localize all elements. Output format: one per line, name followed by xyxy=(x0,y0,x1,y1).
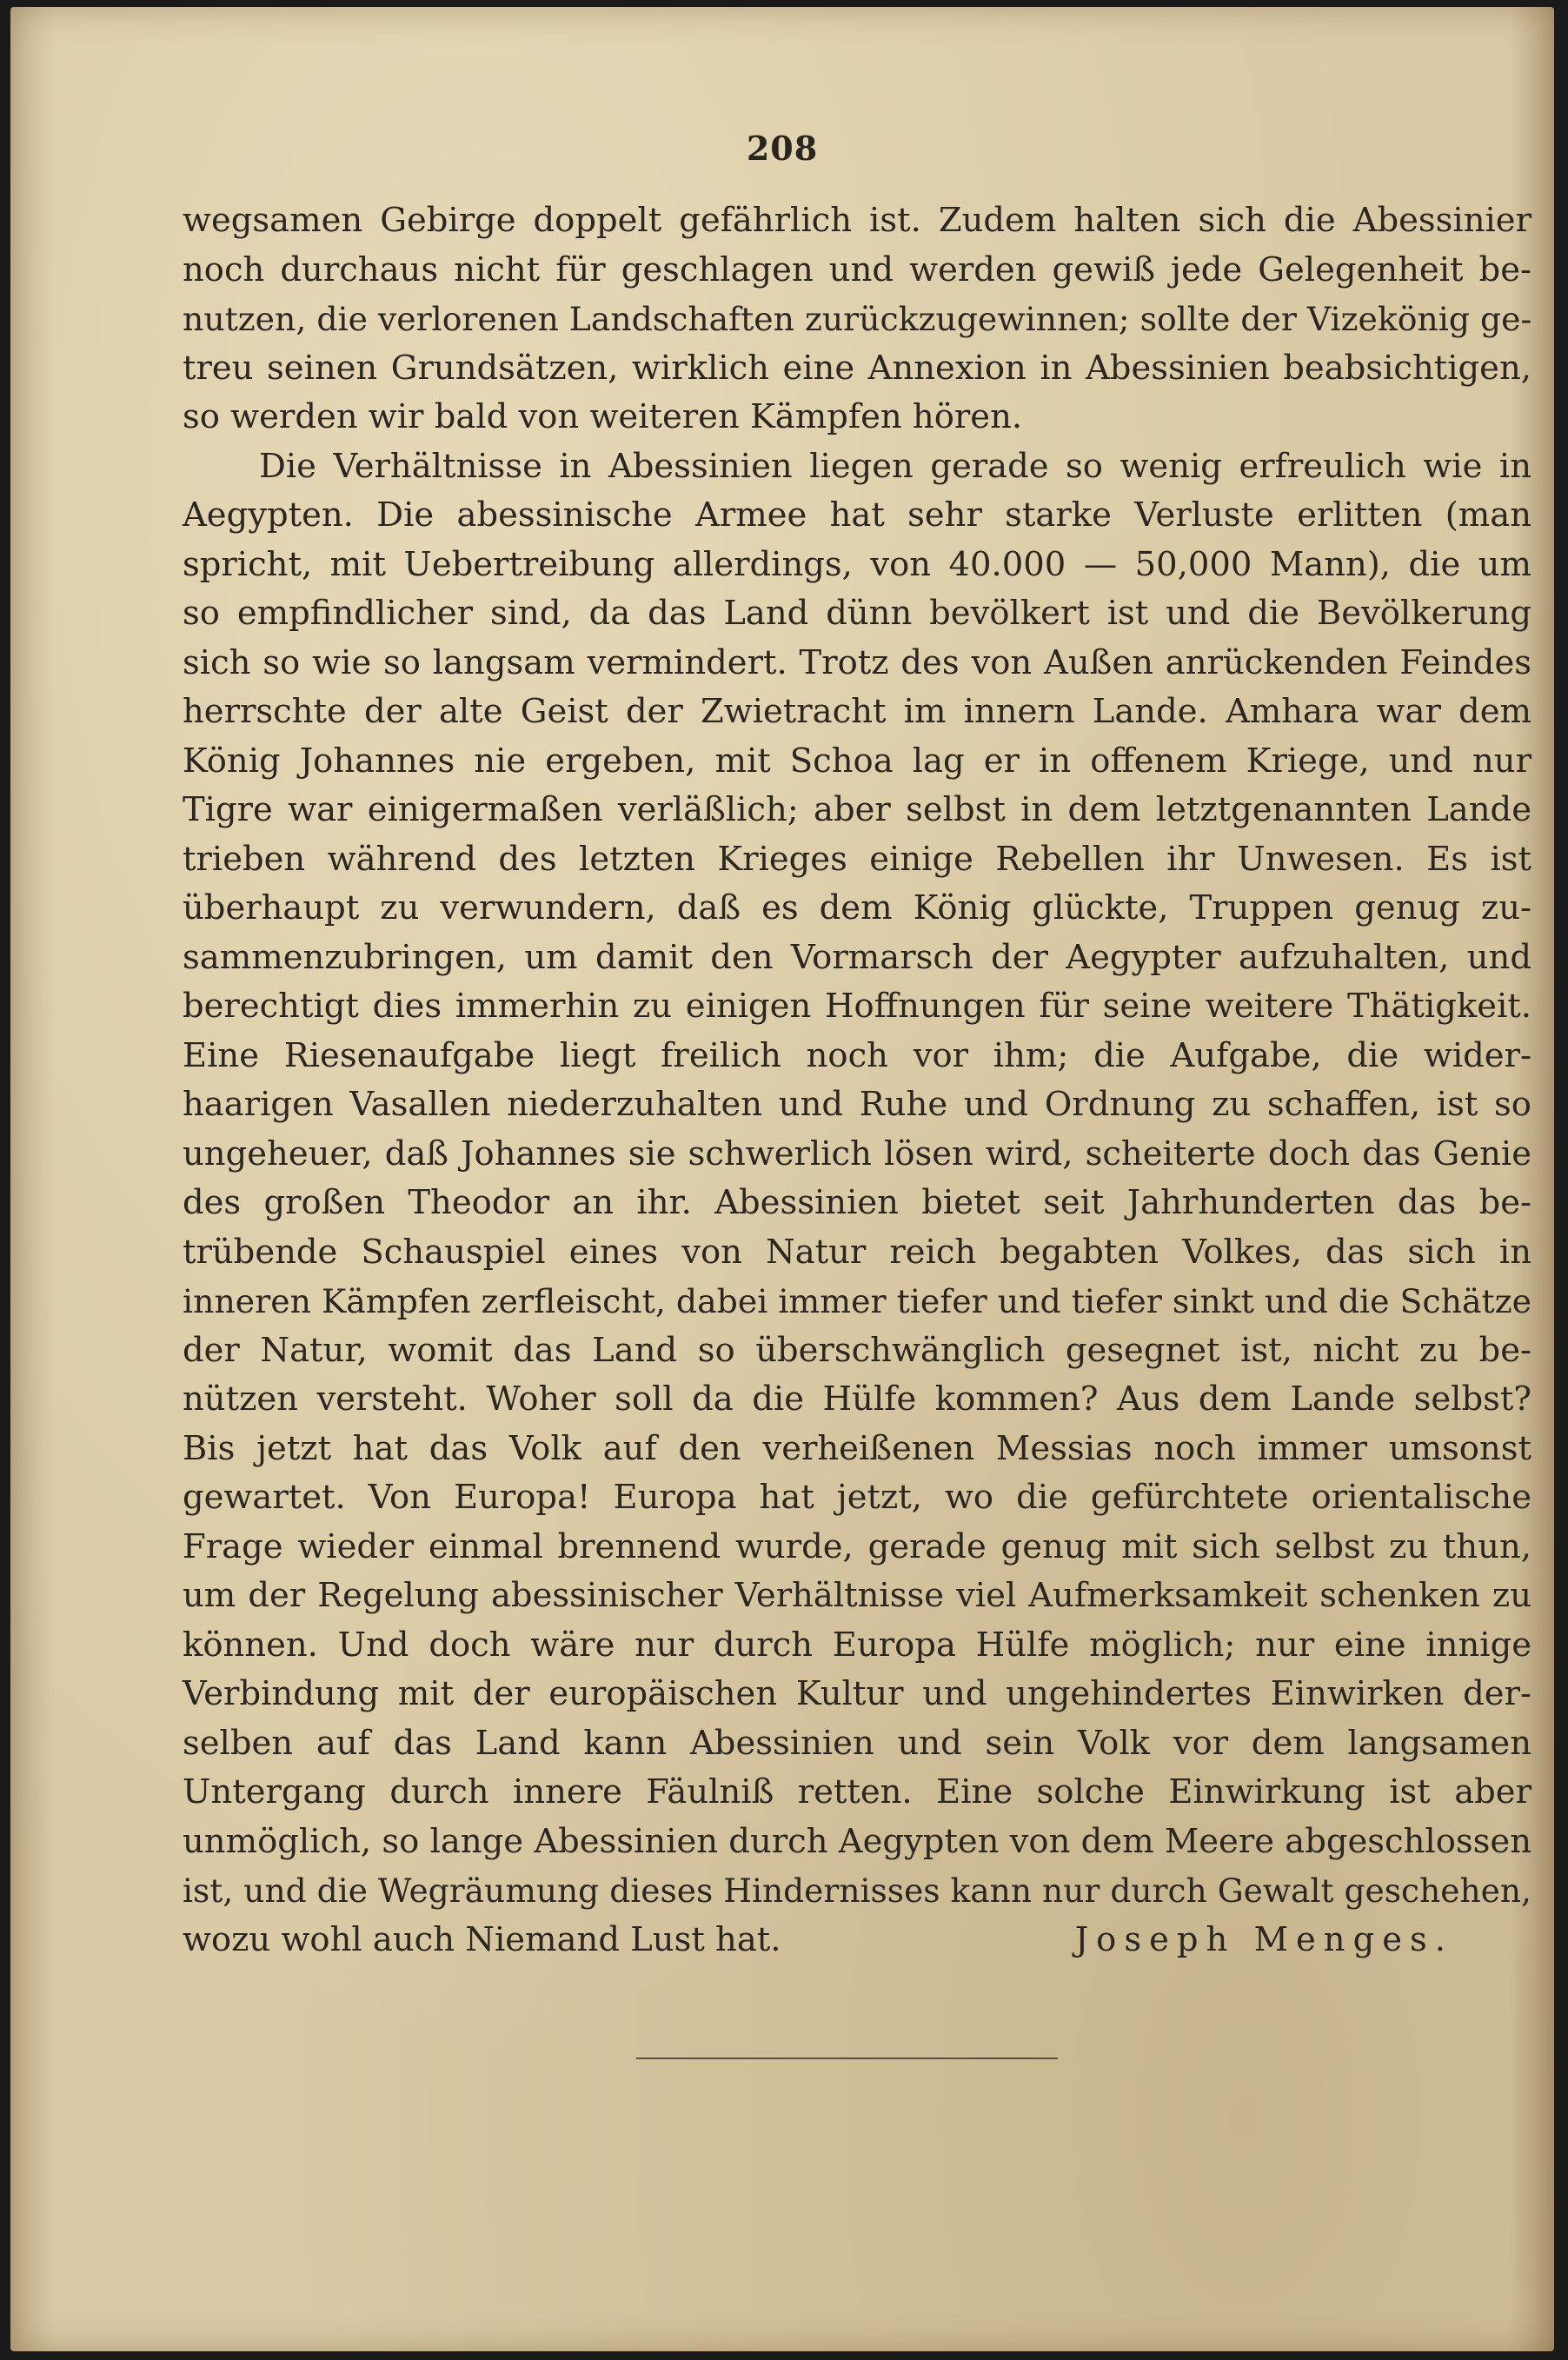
page-number: 208 xyxy=(746,129,819,168)
text-line: Eine Riesenaufgabe liegt freilich noch vor ihm; die Aufgabe, die wider- xyxy=(183,1035,1531,1075)
body-text xyxy=(183,196,1531,1964)
text-line: trübende Schauspiel eines von Natur reich begabten Volkes, das sich in xyxy=(183,1232,1531,1272)
text-line: inneren Kämpfen zerfleischt, dabei immer tiefer und tiefer sinkt und die Schätze xyxy=(183,1282,1531,1320)
text-line: spricht, mit Uebertreibung allerdings, von 40.000 — 50,000 Mann), die um xyxy=(183,544,1531,584)
text-line: trieben während des letzten Krieges einige Rebellen ihr Unwesen. Es ist xyxy=(183,839,1531,879)
text-line: selben auf das Land kann Abessinien und sein Volk vor dem langsamen xyxy=(183,1723,1531,1763)
text-line: König Johannes nie ergeben, mit Schoa lag er in offenem Kriege, und nur xyxy=(183,741,1531,781)
text-line: treu seinen Grundsätzen, wirklich eine Annexion in Abessinien beabsichtigen, xyxy=(183,348,1531,388)
book-page xyxy=(10,7,1554,2351)
closing-text: wozu wohl auch Niemand Lust hat. xyxy=(183,1919,781,1959)
text-line: Aegypten. Die abessinische Armee hat sehr starke Verluste erlitten (man xyxy=(183,495,1531,535)
text-line: Frage wieder einmal brennend wurde, gerade genug mit sich selbst zu thun, xyxy=(183,1526,1531,1566)
text-line: sich so wie so langsam vermindert. Trotz des von Außen anrückenden Feindes xyxy=(183,642,1531,682)
text-line: wegsamen Gebirge doppelt gefährlich ist. Zudem halten sich die Abessinier xyxy=(183,201,1531,240)
text-line: so empfindlicher sind, da das Land dünn bevölkert ist und die Bevölkerung xyxy=(183,594,1531,633)
text-line: nutzen, die verlorenen Landschaften zurückzugewinnen; sollte der Vizekönig ge- xyxy=(183,300,1532,338)
text-line: nützen versteht. Woher soll da die Hülfe kommen? Aus dem Lande selbst? xyxy=(183,1379,1531,1419)
text-line: so werden wir bald von weiteren Kämpfen hören. xyxy=(183,397,1023,436)
text-line: um der Regelung abessinischer Verhältnisse viel Aufmerksamkeit schenken zu xyxy=(183,1576,1531,1615)
text-line: des großen Theodor an ihr. Abessinien bietet seit Jahrhunderten das be- xyxy=(183,1183,1531,1222)
text-line: berechtigt dies immerhin zu einigen Hoffnungen für seine weitere Thätigkeit. xyxy=(183,987,1531,1026)
text-line: unmöglich, so lange Abessinien durch Aegypten von dem Meere abgeschlossen xyxy=(183,1821,1531,1861)
text-line: gewartet. Von Europa! Europa hat jetzt, wo die gefürchtete orientalische xyxy=(183,1478,1531,1517)
text-line: haarigen Vasallen niederzuhalten und Ruhe und Ordnung zu schaffen, ist so xyxy=(183,1085,1531,1124)
text-line: der Natur, womit das Land so überschwänglich gesegnet ist, nicht zu be- xyxy=(183,1330,1531,1370)
text-line: Verbindung mit der europäischen Kultur und ungehindertes Einwirken der- xyxy=(183,1674,1531,1713)
text-line: können. Und doch wäre nur durch Europa Hülfe möglich; nur eine innige xyxy=(183,1625,1531,1665)
text-line: noch durchaus nicht für geschlagen und werden gewiß jede Gelegenheit be- xyxy=(183,249,1531,289)
text-line: ungeheuer, daß Johannes sie schwerlich lösen wird, scheiterte doch das Genie xyxy=(183,1133,1531,1173)
text-line: ist, und die Wegräumung dieses Hindernisses kann nur durch Gewalt geschehen, xyxy=(183,1871,1531,1910)
end-rule xyxy=(636,2058,1058,2059)
text-line: herrschte der alte Geist der Zwietracht im innern Lande. Amhara war dem xyxy=(183,692,1531,731)
text-line: überhaupt zu verwundern, daß es dem König glückte, Truppen genug zu- xyxy=(183,888,1531,927)
text-line: Untergang durch innere Fäulniß retten. Eine solche Einwirkung ist aber xyxy=(183,1772,1531,1812)
text-line: Tigre war einigermaßen verläßlich; aber selbst in dem letztgenannten Lande xyxy=(183,790,1531,829)
author-signature: Joseph Menges. xyxy=(1074,1919,1453,1959)
text-line: Die Verhältnisse in Abessinien liegen gerade so wenig erfreulich wie in xyxy=(259,446,1531,486)
closing-line xyxy=(183,1916,1531,1965)
text-line: Bis jetzt hat das Volk auf den verheißenen Messias noch immer umsonst xyxy=(183,1428,1531,1468)
text-line: sammenzubringen, um damit den Vormarsch der Aegypter aufzuhalten, und xyxy=(183,937,1531,977)
